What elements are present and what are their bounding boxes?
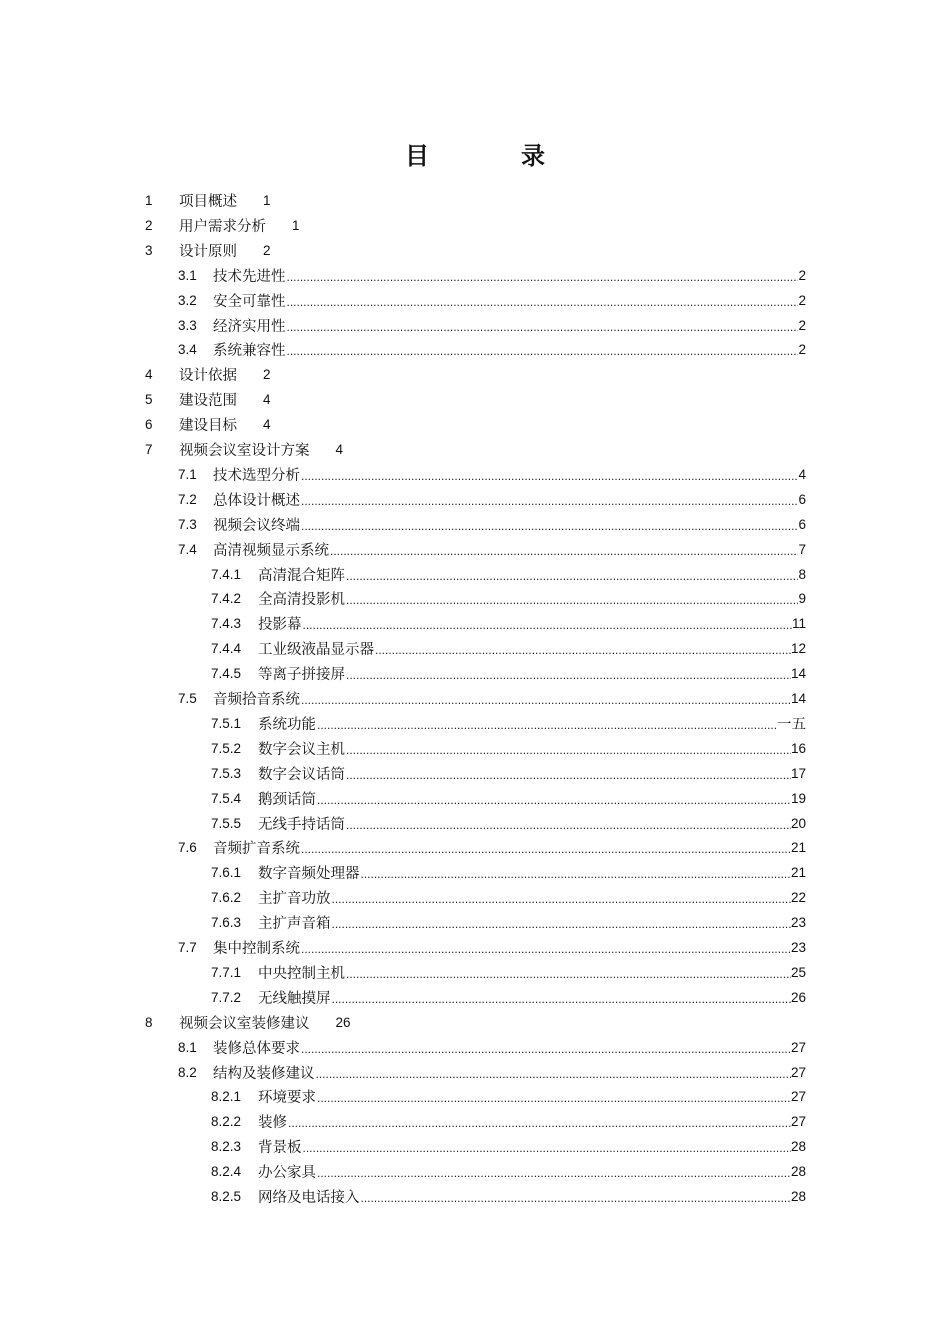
toc-entry[interactable] [211, 636, 806, 661]
toc-entry-number: 4 [145, 367, 153, 383]
toc-entry-title: 项目概述 [179, 194, 237, 210]
toc-entry-page: 6 [798, 491, 806, 507]
toc-entry-page: 27 [790, 1039, 806, 1055]
toc-entry[interactable] [178, 263, 806, 288]
dot-leader [287, 1116, 791, 1130]
toc-entry-number: 7.4.1 [211, 566, 242, 582]
toc-entry-page: 21 [790, 865, 806, 881]
toc-entry[interactable] [211, 786, 806, 811]
toc-entry-title: 主扩音功放 [258, 891, 331, 908]
toc-entry-number: 7 [145, 442, 153, 457]
toc-entry[interactable] [178, 537, 806, 562]
toc-entry-page: 2 [263, 367, 271, 383]
toc-entry-number: 2 [145, 217, 153, 233]
toc-entry[interactable] [211, 586, 806, 611]
toc-entry-page: 2 [798, 317, 806, 333]
dot-leader [300, 1042, 791, 1056]
toc-entry[interactable] [211, 1159, 806, 1184]
toc-entry-page: 26 [335, 1014, 351, 1030]
toc-entry[interactable] [145, 412, 271, 437]
toc-entry-page: 17 [790, 765, 806, 781]
toc-entry-title: 数字会议主机 [258, 741, 345, 758]
toc-entry-page: 14 [790, 666, 806, 682]
toc-entry-title: 安全可靠性 [213, 293, 286, 310]
toc-entry-number: 7.4 [178, 541, 197, 557]
toc-entry-page: 4 [798, 466, 806, 482]
toc-entry-title: 投影幕 [258, 617, 302, 634]
dot-leader [302, 1141, 791, 1155]
toc-entry[interactable] [178, 1060, 806, 1085]
toc-entry-page: 9 [798, 591, 806, 607]
toc-entry-number: 7.2 [178, 491, 197, 507]
toc-entry-page: 27 [790, 1114, 806, 1130]
dot-leader [286, 320, 799, 334]
toc-entry[interactable] [178, 313, 806, 338]
toc-entry-title: 中央控制主机 [258, 965, 345, 982]
toc-entry-title: 高清视频显示系统 [213, 542, 329, 559]
toc-entry-page: 4 [263, 417, 271, 433]
toc-entry-number: 3.3 [178, 317, 197, 333]
toc-entry-number: 7.5.4 [211, 790, 242, 806]
toc-entry[interactable] [178, 935, 806, 960]
toc-entry-title: 鹅颈话筒 [258, 791, 316, 808]
toc-entry-number: 7.4.2 [211, 591, 242, 607]
toc-entry-page: 4 [263, 392, 271, 408]
toc-entry-title: 数字音频处理器 [258, 866, 360, 883]
toc-entry-page: 7 [798, 541, 806, 557]
toc-entry[interactable] [178, 462, 806, 487]
toc-entry-title: 音频拾音系统 [213, 692, 300, 708]
toc-entry-title: 无线手持话筒 [258, 816, 345, 833]
dot-leader [360, 867, 791, 881]
toc-entry-page: 16 [790, 740, 806, 756]
dot-leader [300, 519, 798, 533]
toc-entry[interactable] [211, 661, 806, 686]
toc-entry[interactable] [211, 960, 806, 985]
toc-entry-title: 设计原则 [179, 243, 237, 260]
dot-leader [300, 693, 791, 707]
dot-leader [331, 992, 791, 1006]
toc-entry[interactable] [211, 736, 806, 761]
toc-entry-number: 7.6 [178, 840, 197, 856]
toc-entry[interactable] [178, 835, 806, 860]
toc-entry-title: 技术选型分析 [213, 467, 300, 484]
toc-entry[interactable] [211, 910, 806, 935]
toc-entry-page: 14 [790, 691, 806, 706]
toc-entry-number: 8.2.2 [211, 1114, 242, 1130]
toc-entry-title: 环境要求 [258, 1090, 316, 1107]
toc-entry-number: 7.7 [178, 940, 197, 955]
toc-entry[interactable] [178, 337, 806, 362]
toc-entry-number: 7.5.3 [211, 765, 242, 781]
toc-entry-number: 8.2 [178, 1064, 197, 1080]
toc-entry[interactable] [211, 1134, 806, 1159]
toc-entry-title: 集中控制系统 [213, 941, 300, 957]
toc-entry-number: 7.4.3 [211, 616, 242, 632]
toc-entry-number: 3.2 [178, 292, 197, 308]
dot-leader [316, 1166, 791, 1180]
toc-entry[interactable] [145, 238, 271, 263]
toc-entry-number: 3 [145, 242, 153, 258]
dot-leader [286, 295, 799, 309]
dot-leader [331, 892, 791, 906]
toc-entry-title: 背景板 [258, 1140, 302, 1157]
toc-entry-page: 4 [335, 442, 344, 457]
toc-entry[interactable] [145, 213, 300, 238]
toc-entry[interactable] [211, 885, 806, 910]
toc-entry[interactable] [145, 387, 271, 412]
toc-entry-number: 7.6.3 [211, 915, 242, 931]
toc-entry-page: 2 [798, 292, 806, 308]
dot-leader [345, 768, 791, 782]
toc-entry-title: 系统兼容性 [213, 343, 286, 360]
toc-entry-number: 7.5.5 [211, 815, 242, 831]
dot-leader [286, 344, 799, 358]
toc-entry-page: 27 [790, 1064, 806, 1080]
dot-leader [360, 1191, 791, 1205]
toc-entry[interactable] [178, 1035, 806, 1060]
toc-entry-number: 7.5.1 [211, 715, 242, 731]
toc-entry-number: 6 [145, 417, 153, 433]
toc-entry-title: 系统功能 [258, 716, 316, 733]
toc-entry-number: 7.4.4 [211, 641, 242, 657]
toc-entry[interactable] [178, 487, 806, 512]
toc-entry[interactable] [211, 811, 806, 836]
toc-entry-title: 工业级液晶显示器 [258, 642, 374, 659]
toc-entry[interactable] [211, 562, 806, 587]
toc-entry-page: 一五 [777, 716, 806, 733]
dot-leader [316, 718, 777, 732]
dot-leader [345, 967, 791, 981]
toc-entry-page: 28 [790, 1164, 806, 1180]
toc-entry-page: 22 [790, 890, 806, 906]
toc-entry[interactable] [178, 288, 806, 313]
dot-leader [345, 818, 791, 832]
toc-entry-number: 8.1 [178, 1039, 197, 1055]
toc-entry-title: 办公家具 [258, 1165, 316, 1182]
toc-entry-page: 12 [790, 641, 806, 657]
toc-entry-title: 网络及电话接入 [258, 1190, 360, 1206]
toc-entry-page: 28 [790, 1189, 806, 1204]
toc-entry[interactable] [211, 985, 806, 1010]
toc-entry-title: 音频扩音系统 [213, 841, 300, 858]
toc-entry-page: 8 [798, 566, 806, 582]
dot-leader [345, 743, 791, 757]
toc-entry-page: 2 [263, 242, 271, 258]
toc-entry-title: 主扩声音箱 [258, 916, 331, 933]
toc-entry-title: 结构及装修建议 [213, 1065, 315, 1082]
toc-entry[interactable] [145, 1010, 351, 1035]
dot-leader [300, 942, 791, 956]
toc-entry[interactable] [211, 860, 806, 885]
toc-entry-title: 全高清投影机 [258, 592, 345, 609]
toc-entry-page: 2 [798, 342, 806, 358]
toc-entry-number: 7.3 [178, 516, 197, 532]
toc-entry[interactable] [211, 1084, 806, 1109]
toc-entry-number: 7.6.2 [211, 890, 242, 906]
toc-entry-title: 用户需求分析 [179, 218, 266, 235]
dot-leader [315, 1067, 791, 1081]
toc-entry-title: 视频会议室装修建议 [179, 1015, 310, 1032]
toc-entry[interactable] [211, 1109, 806, 1134]
toc-entry-title: 装修 [258, 1115, 287, 1132]
toc-entry-number: 7.7.2 [211, 989, 242, 1005]
dot-leader [345, 569, 798, 583]
toc-entry-title: 建设目标 [179, 418, 237, 435]
toc-entry-number: 7.5.2 [211, 740, 242, 756]
toc-entry-title: 等离子拼接屏 [258, 667, 345, 684]
toc-title: 目 录 [405, 141, 579, 170]
toc-entry-page: 26 [790, 989, 806, 1005]
dot-leader [345, 593, 798, 607]
toc-entry[interactable] [211, 711, 806, 736]
toc-entry-number: 7.5 [178, 691, 197, 706]
toc-entry-page: 25 [790, 964, 806, 980]
toc-entry-number: 8.2.4 [211, 1164, 242, 1180]
toc-entry-title: 无线触摸屏 [258, 990, 331, 1007]
toc-entry-number: 8.2.1 [211, 1089, 242, 1105]
toc-entry-number: 8 [145, 1014, 153, 1030]
toc-entry[interactable] [211, 611, 806, 636]
toc-entry-title: 设计依据 [179, 368, 237, 385]
toc-entry[interactable] [178, 512, 806, 537]
toc-entry[interactable] [211, 761, 806, 786]
dot-leader [300, 469, 798, 483]
dot-leader [331, 917, 791, 931]
dot-leader [316, 1091, 791, 1105]
toc-entry-number: 7.4.5 [211, 666, 242, 682]
toc-entry-number: 1 [145, 193, 153, 208]
toc-entry[interactable] [211, 1184, 806, 1209]
dot-leader [374, 643, 791, 657]
dot-leader [316, 793, 791, 807]
toc-entry-page: 6 [798, 516, 806, 532]
dot-leader [300, 842, 791, 856]
dot-leader [300, 494, 798, 508]
toc-entry-page: 21 [790, 840, 806, 856]
toc-entry-number: 7.1 [178, 466, 197, 482]
toc-entry-title: 经济实用性 [213, 318, 286, 335]
toc-entry[interactable] [178, 686, 806, 711]
toc-entry-page: 23 [790, 915, 806, 931]
toc-entry-title: 总体设计概述 [213, 492, 300, 509]
toc-entry-page: 1 [292, 217, 300, 233]
dot-leader [302, 618, 792, 632]
toc-entry-title: 数字会议话筒 [258, 766, 345, 783]
toc-entry[interactable] [145, 188, 271, 213]
toc-entry-page: 20 [790, 815, 806, 831]
toc-entry-page: 11 [791, 616, 806, 632]
toc-entry-title: 装修总体要求 [213, 1040, 300, 1057]
toc-entry-number: 7.7.1 [211, 964, 242, 980]
toc-entry-title: 高清混合矩阵 [258, 567, 345, 584]
toc-entry-number: 7.6.1 [211, 865, 242, 881]
dot-leader [345, 668, 791, 682]
toc-entry-number: 8.2.5 [211, 1189, 242, 1204]
toc-entry-title: 建设范围 [179, 393, 237, 410]
dot-leader [286, 270, 799, 284]
toc-entry-page: 1 [263, 193, 271, 208]
toc-entry[interactable] [145, 437, 343, 462]
toc-entry-title: 技术先进性 [213, 268, 286, 285]
toc-entry-number: 5 [145, 392, 153, 408]
toc-entry-page: 23 [790, 940, 806, 955]
toc-entry-number: 3.1 [178, 267, 197, 283]
toc-entry[interactable] [145, 362, 271, 387]
toc-entry-title: 视频会议室设计方案 [179, 443, 310, 459]
toc-entry-page: 2 [798, 267, 806, 283]
toc-entry-title: 视频会议终端 [213, 517, 300, 534]
dot-leader [329, 544, 798, 558]
toc-entry-number: 3.4 [178, 342, 197, 358]
toc-entry-page: 28 [790, 1139, 806, 1155]
toc-entry-number: 8.2.3 [211, 1139, 242, 1155]
toc-entry-page: 27 [790, 1089, 806, 1105]
toc-entry-page: 19 [790, 790, 806, 806]
